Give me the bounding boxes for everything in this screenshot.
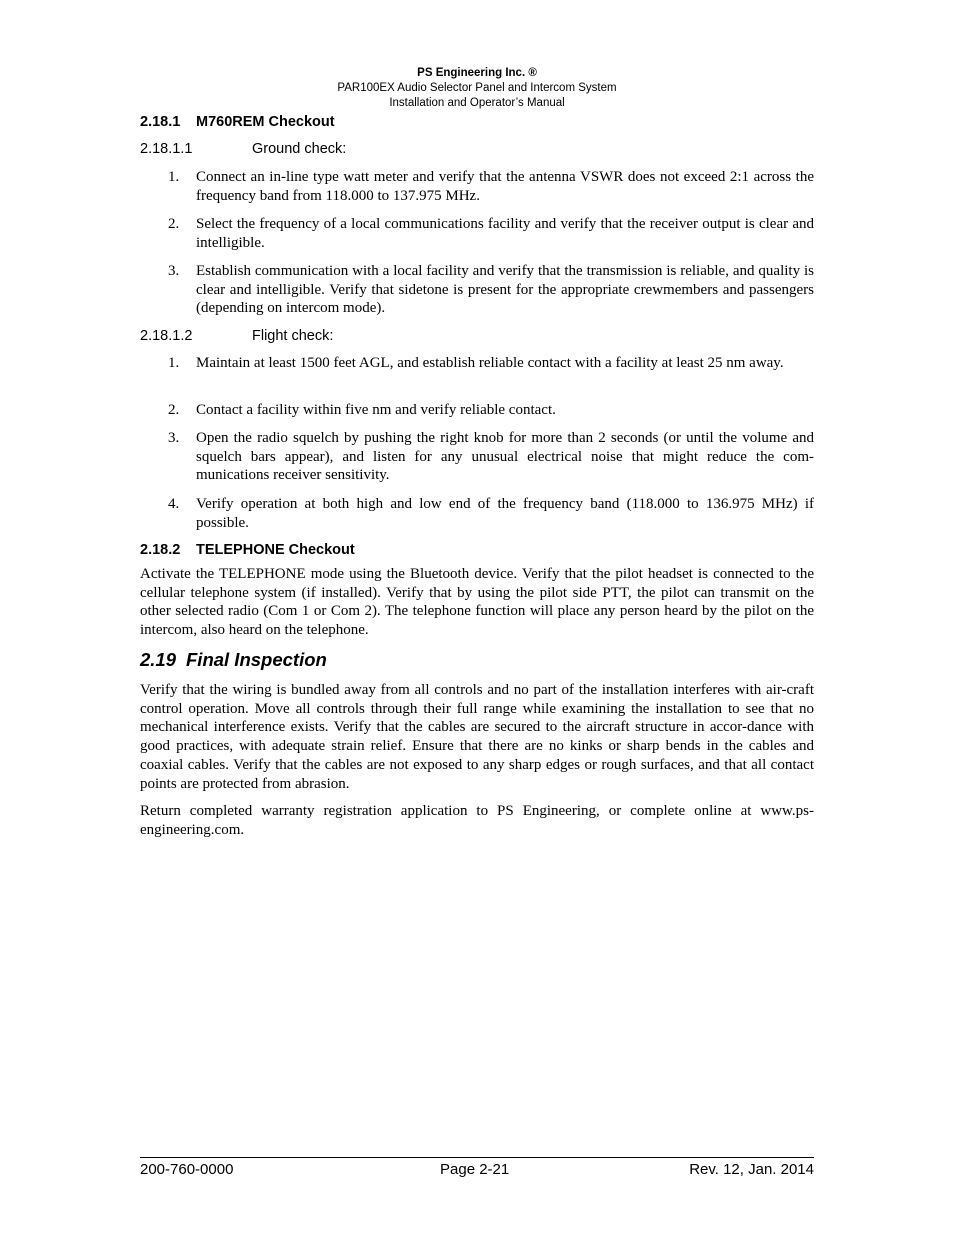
final-inspection-paragraph: Verify that the wiring is bundled away from all controls and no part of the installation interferes with air-craft control operation. Move all controls through their full range while examining the installation to see that no mechanical interference exists. Verify that the cables are secured to the aircraft structure in accor-dance with good practices, with adequate strain relief. Ensure that there are no kinks or sharp bends in the cables and coaxial cables. Verify that the cables are not exposed to any sharp edges or rough surfaces, and that all contact points are protected from abrasion. <box>140 682 814 792</box>
list-number: 2. <box>168 402 180 418</box>
list-number: 4. <box>168 496 180 512</box>
list-item <box>140 215 814 252</box>
telephone-checkout-paragraph: Activate the TELEPHONE mode using the Bluetooth device. Verify that the pilot headset is connected to the cellular telephone system (if installed). Verify that by using the pilot side PTT, the pilot can transmit on the other selected radio (Com 1 or Com 2). The telephone function will place any person heard by the pilot on the intercom, also heard on the telephone. <box>140 566 814 639</box>
list-number: 1. <box>168 169 180 185</box>
list-number: 1. <box>168 355 180 371</box>
list-text: Verify operation at both high and low end of the frequency band (118.000 to 136.975 MHz) if possible. <box>196 496 814 531</box>
footer-doc-number: 200-760-0000 <box>140 1161 234 1178</box>
footer-revision: Rev. 12, Jan. 2014 <box>689 1161 814 1178</box>
section-heading-2-18-1 <box>140 113 335 131</box>
section-number: 2.19 <box>140 649 177 670</box>
list-number: 3. <box>168 263 180 279</box>
section-number: 2.18.1 <box>140 114 181 130</box>
list-item <box>140 168 814 205</box>
subsection-title: Ground check: <box>252 141 347 157</box>
list-item <box>140 354 814 373</box>
section-title: M760REM Checkout <box>196 114 335 130</box>
subsection-heading-ground-check <box>140 140 346 158</box>
list-text: Select the frequency of a local communications facility and verify that the receiver output is clear and intelligible. <box>196 216 814 251</box>
list-text: Maintain at least 1500 feet AGL, and establish reliable contact with a facility at least 25 nm away. <box>196 355 784 371</box>
subsection-number: 2.18.1.2 <box>140 328 193 344</box>
warranty-paragraph: Return completed warranty registration application to PS Engineering, or complete online at www.ps-engineering.com. <box>140 803 814 838</box>
section-title: TELEPHONE Checkout <box>196 542 355 558</box>
subsection-title: Flight check: <box>252 328 334 344</box>
subsection-number: 2.18.1.1 <box>140 141 193 157</box>
list-number: 2. <box>168 216 180 232</box>
section-number: 2.18.2 <box>140 542 181 558</box>
section-title: Final Inspection <box>186 649 327 670</box>
header-manual: Installation and Operator’s Manual <box>389 97 565 109</box>
list-text: Contact a facility within five nm and verify reliable contact. <box>196 402 556 418</box>
list-item <box>140 401 814 420</box>
list-text: Establish communication with a local facility and verify that the transmission is reliable, and quality is clear and intelligible. Verify that sidetone is present for the appropriate crewmembers and passengers (depending on intercom mode). <box>196 263 814 317</box>
footer-rule <box>140 1157 814 1158</box>
list-text: Connect an in-line type watt meter and verify that the antenna VSWR does not exceed 2:1 across the frequency band from 118.000 to 137.975 MHz. <box>196 169 814 204</box>
list-item <box>140 262 814 318</box>
list-item <box>140 429 814 485</box>
subsection-heading-flight-check <box>140 327 333 345</box>
header-company: PS Engineering Inc. ® <box>417 67 537 79</box>
section-heading-2-18-2 <box>140 541 355 559</box>
list-item <box>140 495 814 532</box>
list-text: Open the radio squelch by pushing the right knob for more than 2 seconds (or until the volume and squelch bars appear), and listen for any unusual electrical noise that might reduce the com-munications receiver sensitivity. <box>196 430 814 484</box>
section-heading-2-19 <box>140 649 327 671</box>
list-number: 3. <box>168 430 180 446</box>
footer-page-number: Page 2-21 <box>440 1161 510 1178</box>
header-product: PAR100EX Audio Selector Panel and Intercom System <box>337 82 617 94</box>
running-header <box>0 66 954 111</box>
